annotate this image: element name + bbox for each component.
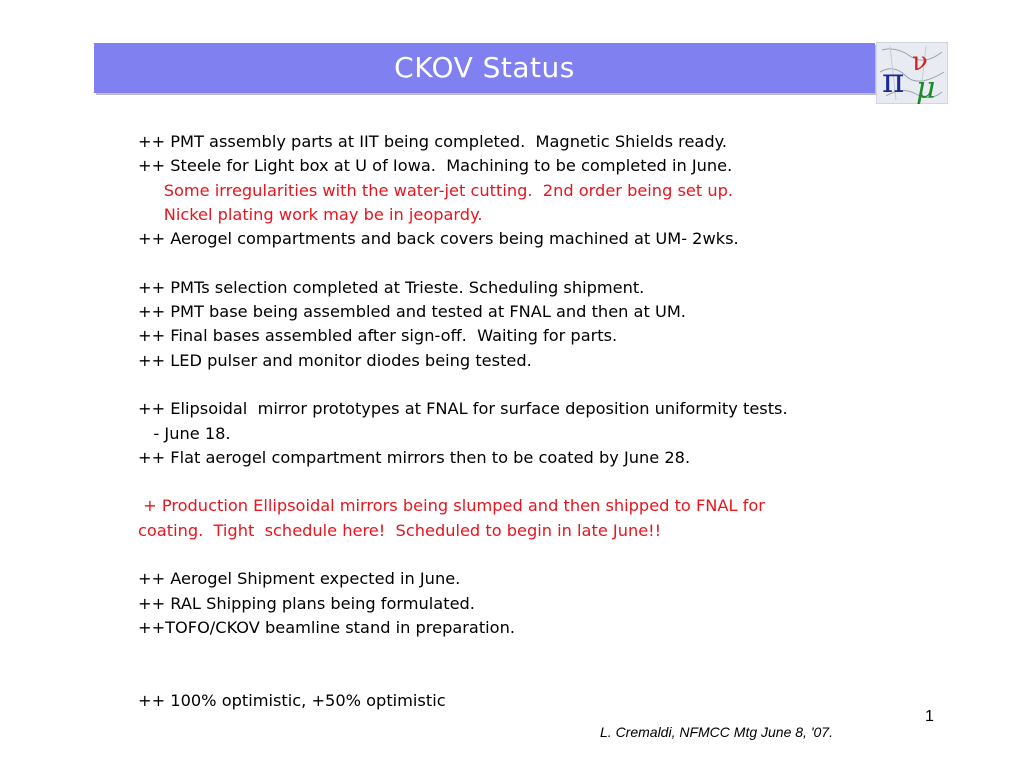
title-bar: [94, 43, 875, 93]
logo-pi: π: [882, 61, 905, 101]
status-line-17: ++TOFO/CKOV beamline stand in preparation.: [138, 617, 515, 637]
status-line-15: ++ Aerogel Shipment expected in June.: [138, 569, 461, 589]
status-line-6: ++ PMTs selection completed at Trieste. Scheduling shipment.: [138, 277, 645, 297]
page-number: 1: [925, 708, 934, 725]
status-line-8: ++ Final bases assembled after sign-off. Waiting for parts.: [138, 326, 618, 346]
spacer: [138, 470, 938, 494]
status-line-1: ++ PMT assembly parts at IIT being completed. Magnetic Shields ready.: [138, 132, 728, 151]
status-line-18: ++ 100% optimistic, +50% optimistic: [138, 690, 446, 710]
status-line-3: Some irregularities with the water-jet cutting. 2nd order being set up.: [138, 180, 734, 200]
slide-body: [138, 130, 938, 713]
status-line-11: - June 18.: [138, 423, 231, 443]
spacer: [138, 373, 938, 397]
status-line-14: coating. Tight schedule here! Scheduled to begin in late June!!: [138, 520, 662, 540]
status-line-7: ++ PMT base being assembled and tested at FNAL and then at UM.: [138, 302, 686, 322]
status-line-16: ++ RAL Shipping plans being formulated.: [138, 593, 475, 613]
footer-credit: L. Cremaldi, NFMCC Mtg June 8, '07.: [600, 724, 833, 740]
spacer: [138, 251, 938, 275]
spacer: [138, 640, 938, 689]
logo-nu: ν: [912, 47, 928, 77]
pi-nu-mu-logo-icon: [876, 42, 948, 104]
status-line-12: ++ Flat aerogel compartment mirrors then to be coated by June 28.: [138, 447, 691, 467]
status-line-13: + Production Ellipsoidal mirrors being slumped and then shipped to FNAL for: [138, 496, 765, 516]
spacer: [138, 543, 938, 567]
status-line-5: ++ Aerogel compartments and back covers being machined at UM- 2wks.: [138, 229, 739, 249]
status-line-2: ++ Steele for Light box at U of Iowa. Machining to be completed in June.: [138, 156, 733, 176]
slide-title: CKOV Status: [394, 51, 575, 84]
status-line-9: ++ LED pulser and monitor diodes being tested.: [138, 350, 532, 370]
logo-mu: μ: [916, 71, 936, 104]
status-line-4: Nickel plating work may be in jeopardy.: [138, 204, 483, 224]
status-line-10: ++ Elipsoidal mirror prototypes at FNAL for surface deposition uniformity tests.: [138, 399, 788, 419]
